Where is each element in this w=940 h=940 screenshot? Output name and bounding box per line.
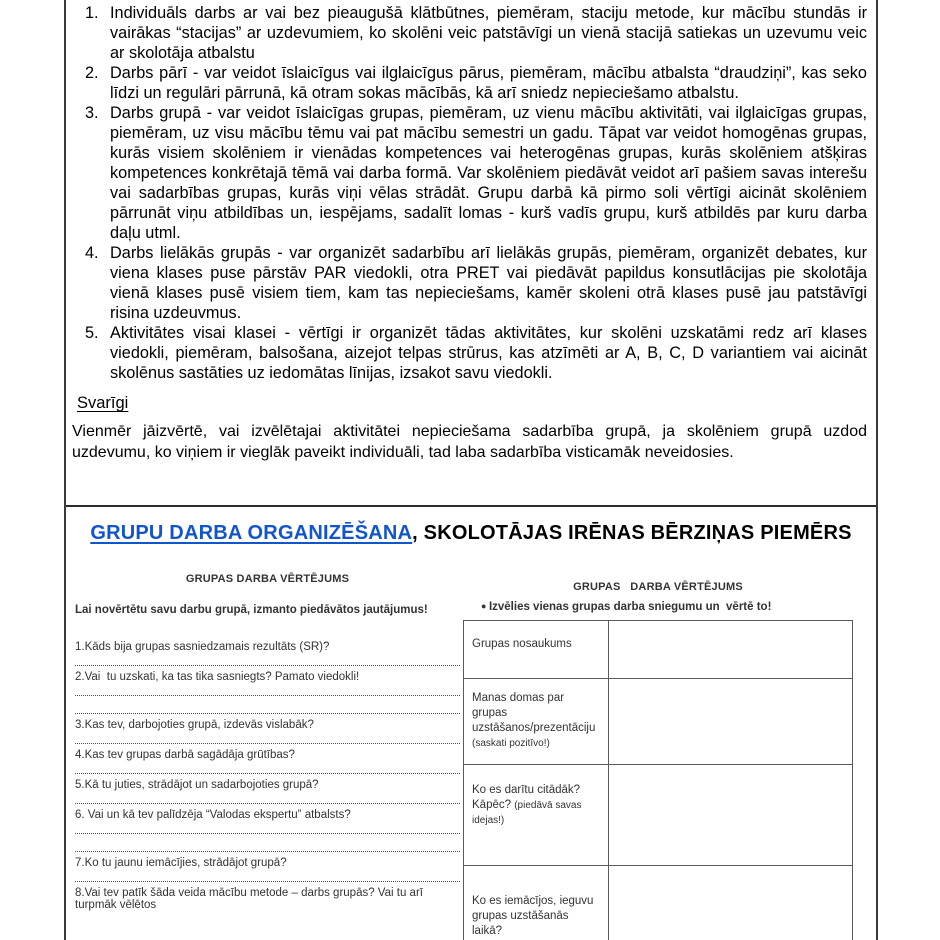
row-label [464,765,609,866]
list-item-text: Aktivitātes visai klasei - vērtīgi ir organizēt tādas aktivitātes, kur skolēni uzskatāmi redz arī klases viedokli, piemēram, balsošana, aizejot telpas strūrus, kas atzīmēti ar A, B, C, D variantiem vai aicināt skolēnus sastāties uz iedomātas līnijas, izsakot savu viedokli. [110,324,867,382]
row-label-text: Ko es darītu citādāk? Kāpēc? [472,784,581,811]
table-row [464,621,853,679]
row-label [464,621,609,679]
list-item [85,243,867,323]
questionnaire-title: GRUPAS DARBA VĒRTĒJUMS [185,573,350,585]
list-item-number: 4. [85,244,99,262]
answer-dotted-line [75,731,460,744]
table-row [464,679,853,765]
list-item [85,103,867,243]
row-label-text: Manas domas par grupas uzstāšanos/prezentāciju [472,692,596,734]
document-page [64,0,878,940]
row-value-cell [609,866,853,940]
list-item [85,3,867,63]
answer-dotted-line [75,683,460,696]
list-item-text: Darbs lielākās grupās - var organizēt sadarbību arī lielākās grupās, piemēram, organizēt debates, kur viena klases puse pārstāv PAR viedokli, otra PRET vai piedāvāt papildus konsutlācijas pie skolotāja vienā klases pusē visiem tiem, kam tas nepieciešams, kamēr skoleni otrā klases pusē jau patstāvīgi risina uzdeuvmus. [110,244,867,322]
question-item: 1.Kāds bija grupas sasniedzamais rezultāts (SR)? [75,641,330,653]
row-label-text: Grupas nosaukums [472,638,572,650]
list-item-number: 1. [85,4,99,22]
row-value-cell [609,765,853,866]
list-item-number: 3. [85,104,99,122]
forms-area [66,559,876,940]
question-item: 5.Kā tu juties, strādājot un sadarbojoties grupā? [75,779,319,791]
evaluation-title: GRUPAS DARBA VĒRTĒJUMS [573,581,743,593]
question-item: 6. Vai un kā tev palīdzēja “Valodas ekspertu” atbalsts? [75,809,351,821]
list-item [85,323,867,383]
table-row [464,765,853,866]
answer-dotted-line [75,821,460,834]
answer-dotted-line [75,701,460,714]
answer-dotted-line [75,791,460,804]
important-paragraph: Vienmēr jāizvērtē, vai izvēlētajai aktivitātei nepieciešama sadarbība grupā, ja skolēniem grupā uzdod uzdevumu, ko viņiem ir vieglāk paveikt individuāli, tad laba sadarbība visticamāk neveidosies. [72,423,867,461]
row-label-note: (piedāvā savas idejas!) [472,800,582,826]
list-item-number: 2. [85,64,99,82]
evaluation-table [463,620,853,940]
list-item [85,63,867,103]
question-list [75,641,460,911]
section-title [66,507,876,559]
questionnaire [75,565,460,911]
table-row [464,866,853,940]
question-item: 3.Kas tev, darbojoties grupā, izdevās vislabāk? [75,719,314,731]
list-item-text: Darbs grupā - var veidot īslaicīgas grupas, piemēram, uz vienu mācību aktivitāti, vai ilglaicīgas grupas, piemēram, uz visu mācību tēmu vai pat mācību semestri un gadu. Tāpat var veidot homogēnas grupas, kurās visiem skolēniem ir vienādas kompetences vai heterogēnas grupas, kurās skolēniem atšķiras kompetences konkrētajā tēmā vai darba formā. Var skolēniem piedāvāt veidot arī pašiem savas interešu vai sadarbības grupas, kurās viņi vēlas strādāt. Grupu darbā kā pirmo soli vērtīgi aicināt skolēniem pārrunāt viņu atbildības un, iespējams, sadalīt lomas - kurš vadīs grupu, kurš atbildēs par kuru darba daļu utml. [110,104,867,242]
section-title-link[interactable]: GRUPU DARBA ORGANIZĒŠANA [90,521,413,544]
row-label [464,679,609,765]
row-value-cell [609,621,853,679]
important-heading: Svarīgi [77,394,129,412]
answer-dotted-line [75,653,460,666]
list-item-number: 5. [85,324,99,342]
row-label [464,866,609,940]
question-item: 7.Ko tu jaunu iemācījies, strādājot grupā? [75,857,287,869]
row-label-note: (saskati pozitīvo!) [472,738,550,749]
section-title-rest: , SKOLOTĀJAS IRĒNAS BĒRZIŅAS PIEMĒRS [412,521,852,544]
answer-dotted-line [75,869,460,882]
question-item: 8.Vai tev patīk šāda veida mācību metode – darbs grupās? Vai tu arī turpmāk vēlētos [75,887,427,911]
questionnaire-instruction: Lai novērtētu savu darbu grupā, izmanto piedāvātos jautājumus! [75,604,428,616]
question-item: 2.Vai tu uzskati, ka tas tika sasniegts? Pamato viedokli! [75,671,360,683]
numbered-list [66,3,867,383]
evaluation-form [463,581,853,940]
answer-dotted-line [75,761,460,774]
question-item: 4.Kas tev grupas darbā sagādāja grūtības? [75,749,295,761]
intro-section [66,0,876,507]
row-label-text: Ko es iemācījos, ieguvu grupas uzstāšanās laikā? [472,895,594,937]
answer-dotted-line [75,839,460,852]
list-item-text: Darbs pārī - var veidot īslaicīgus vai ilglaicīgus pārus, piemēram, mācību atbalsta “draudziņi”, kas seko līdzi un regulāri pārrunā, kā otram sokas mācībās, kā arī sniedz nepieciešamo atbalstu. [110,64,867,102]
evaluation-bullet-instruction: ● Izvēlies vienas grupas darba sniegumu un vērtē to! [481,601,853,613]
row-value-cell [609,679,853,765]
list-item-text: Individuāls darbs ar vai bez pieaugušā klātbūtnes, piemēram, staciju metode, kur mācību stundās ir vairākas “stacijas” ar uzdevumiem, ko skolēni veic patstāvīgi un vienā stacijā satiekas un uzevumu veic ar skolotāja atbalstu [110,4,867,62]
